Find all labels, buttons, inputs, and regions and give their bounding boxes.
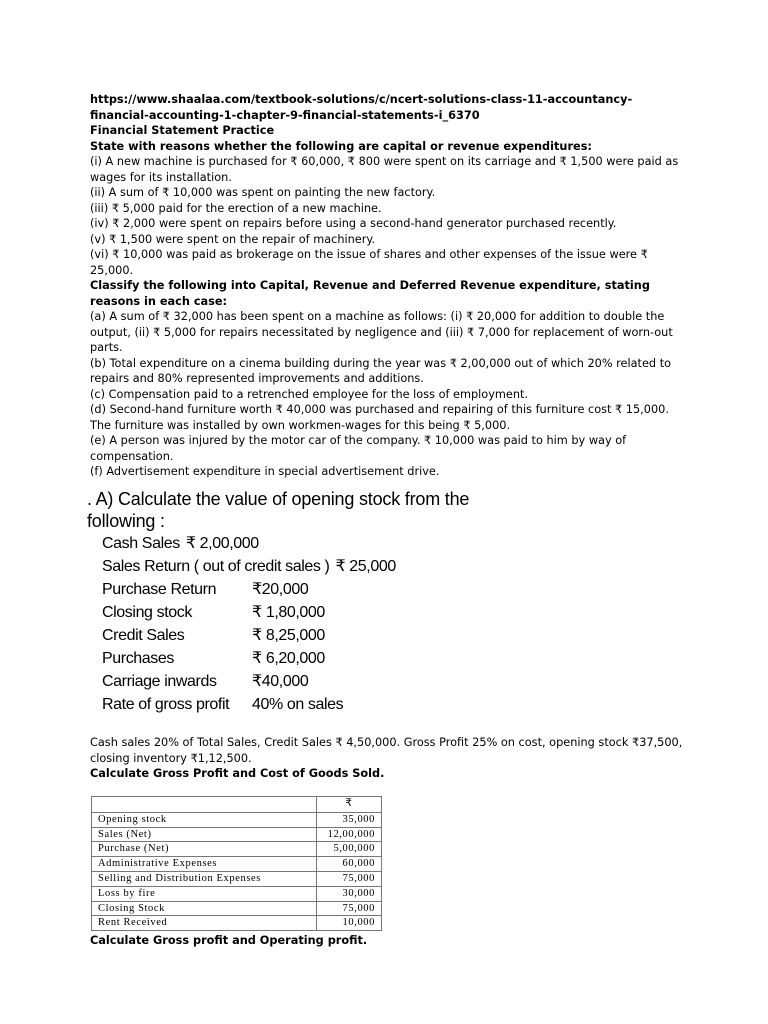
table-row: [92, 857, 382, 872]
table-row: [92, 901, 382, 916]
table-cell-amount: 5,00,000: [317, 842, 382, 857]
scan-row: [102, 601, 470, 624]
scan-row-label: Carriage inwards: [102, 673, 217, 691]
table-cell-name: Loss by fire: [92, 886, 317, 901]
scan-row-label: Purchases: [102, 649, 174, 667]
q4-text: Cash sales 20% of Total Sales, Credit Sales ₹ 4,50,000. Gross Profit 25% on cost, opening stock ₹37,500, closing inventory ₹1,12,500.: [90, 736, 683, 765]
table-cell-name: Sales (Net): [92, 827, 317, 842]
scan-row-label: Purchase Return: [102, 580, 217, 598]
q2-item: (d) Second-hand furniture worth ₹ 40,000 was purchased and repairing of this furniture cost ₹ 15,000. The furniture was installed by own workmen-wages for this being ₹ 5,000.: [90, 403, 669, 432]
section-title: Financial Statement Practice: [90, 124, 275, 137]
q2-item: (f) Advertisement expenditure in special advertisement drive.: [90, 465, 440, 478]
scan-row: [102, 578, 470, 601]
q4-heading: Calculate Gross Profit and Cost of Goods Sold.: [90, 767, 385, 781]
scan-row-value: ₹20,000: [252, 580, 309, 598]
scan-row-label: Cash Sales: [102, 534, 180, 552]
table-cell-name: Opening stock: [92, 812, 317, 827]
scan-row: [102, 555, 470, 578]
q1-item: (v) ₹ 1,500 were spent on the repair of machinery.: [90, 232, 376, 246]
scan-row-value: ₹ 25,000: [335, 557, 396, 575]
q1-item: (vi) ₹ 10,000 was paid as brokerage on the issue of shares and other expenses of the issue were ₹ 25,000.: [90, 248, 648, 277]
source-url-line-2[interactable]: financial-accounting-1-chapter-9-financial-statements-i_6370: [90, 108, 480, 122]
table-header-blank: [92, 796, 317, 812]
table-cell-amount: 60,000: [317, 857, 382, 872]
scan-row-value: ₹ 8,25,000: [252, 626, 325, 644]
table-header-row: [92, 796, 382, 812]
table-cell-amount: 75,000: [317, 871, 382, 886]
scan-row-value: ₹ 2,00,000: [185, 534, 259, 552]
table-cell-name: Closing Stock: [92, 901, 317, 916]
table-header-currency: ₹: [317, 796, 382, 812]
q2-heading: Classify the following into Capital, Revenue and Deferred Revenue expenditure, stating reasons in each case:: [90, 279, 650, 308]
table-row: [92, 916, 382, 931]
scan-row-label: Sales Return ( out of credit sales ): [102, 557, 330, 575]
scan-row: [102, 647, 470, 670]
document-page: [87, 92, 690, 949]
table-row: [92, 812, 382, 827]
scan-heading: . A) Calculate the value of opening stock from the following :: [87, 488, 470, 531]
q1-item: (i) A new machine is purchased for ₹ 60,000, ₹ 800 were spent on its carriage and ₹ 1,500 were paid as wages for its installation.: [90, 155, 679, 184]
table-row: [92, 886, 382, 901]
table-row: [92, 827, 382, 842]
table-cell-name: Administrative Expenses: [92, 857, 317, 872]
table-cell-amount: 12,00,000: [317, 827, 382, 842]
scan-row: [102, 624, 470, 647]
table-row: [92, 871, 382, 886]
scan-row-value: ₹ 6,20,000: [252, 649, 325, 667]
scan-row-value: ₹ 1,80,000: [252, 603, 325, 621]
q2-item: (b) Total expenditure on a cinema building during the year was ₹ 2,00,000 out of which 20% related to repairs and 80% represented improvements and additions.: [90, 356, 672, 385]
q1-heading: State with reasons whether the following are capital or revenue expenditures:: [90, 139, 592, 153]
scan-row: [102, 670, 470, 693]
financial-data-table: [91, 796, 382, 931]
scan-row-label: Rate of gross profit: [102, 696, 230, 714]
scan-row: [102, 532, 470, 555]
table-cell-name: Selling and Distribution Expenses: [92, 871, 317, 886]
scan-row-label: Credit Sales: [102, 626, 185, 644]
table-row: [92, 842, 382, 857]
spacer: [90, 716, 690, 735]
scan-row-value: 40% on sales: [252, 696, 344, 714]
table-cell-amount: 75,000: [317, 901, 382, 916]
q1-item: (iv) ₹ 2,000 were spent on repairs before using a second-hand generator purchased recently.: [90, 217, 617, 230]
scan-row-value: ₹40,000: [252, 673, 309, 691]
table-cell-name: Rent Received: [92, 916, 317, 931]
table-cell-name: Purchase (Net): [92, 842, 317, 857]
table-cell-amount: 10,000: [317, 916, 382, 931]
q2-item: (c) Compensation paid to a retrenched employee for the loss of employment.: [90, 387, 529, 401]
q1-item: (ii) A sum of ₹ 10,000 was spent on painting the new factory.: [90, 186, 436, 199]
scanned-question-image: [87, 488, 470, 717]
table-cell-amount: 30,000: [317, 886, 382, 901]
q2-item: (a) A sum of ₹ 32,000 has been spent on a machine as follows: (i) ₹ 20,000 for addition to double the output, (ii) ₹ 5,000 for repairs necessitated by negligence and (iii) ₹ 7,000 for replacement of worn-out parts.: [90, 310, 673, 354]
q1-item: (iii) ₹ 5,000 paid for the erection of a new machine.: [90, 201, 382, 215]
q2-item: (e) A person was injured by the motor car of the company. ₹ 10,000 was paid to him by way of compensation.: [90, 434, 627, 463]
source-url-line-1[interactable]: https://www.shaalaa.com/textbook-solutions/c/ncert-solutions-class-11-accountancy-: [90, 93, 633, 106]
scan-row-label: Closing stock: [102, 603, 192, 621]
q5-heading: Calculate Gross profit and Operating profit.: [90, 934, 368, 948]
scan-row: [102, 693, 470, 716]
table-cell-amount: 35,000: [317, 812, 382, 827]
